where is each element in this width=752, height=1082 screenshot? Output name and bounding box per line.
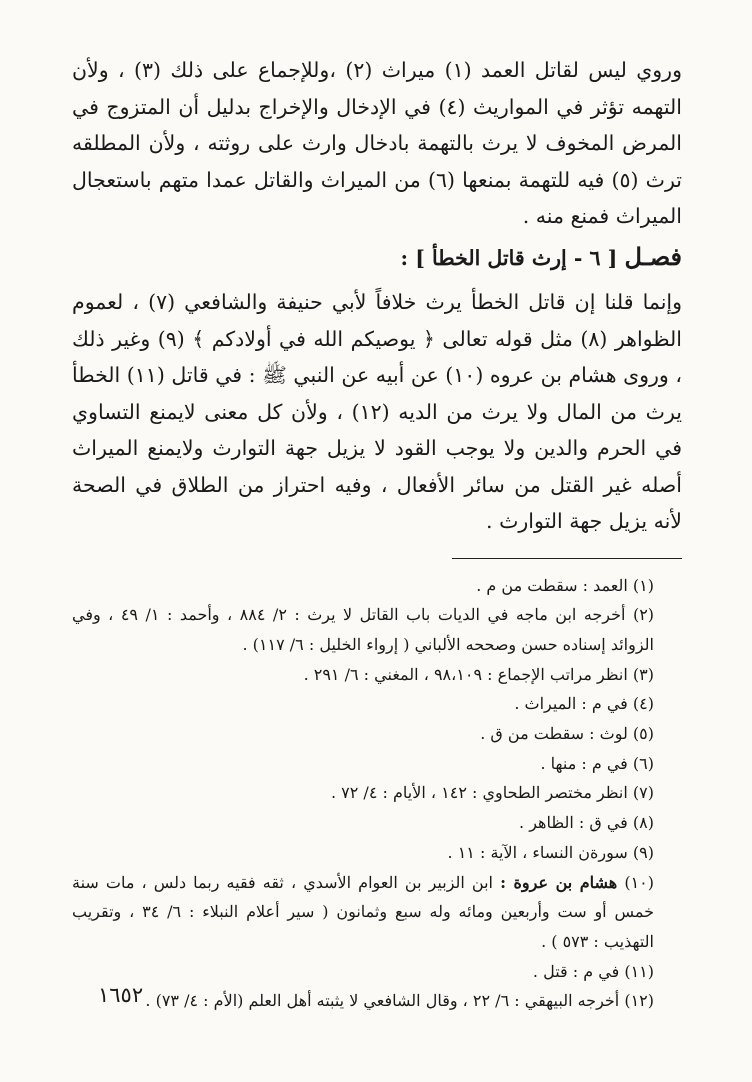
page-number: ١٦٥٢ (98, 983, 144, 1007)
footnote-3: (٣) انظر مراتب الإجماع : ٩٨،١٠٩ ، المغني : ٦/ ٢٩١ . (303, 664, 654, 684)
footnote-8: (٨) في ق : الظاهر . (519, 813, 654, 833)
main-text (72, 52, 682, 540)
footnote-10-name: هشام بن عروة : (500, 872, 618, 892)
paragraph-inheritance-of-intentional-killer: وروي ليس لقاتل العمد (١) ميراث (٢) ،وللإجماع على ذلك (٣) ، ولأن التهمه تؤثر في المواريث (٤) في الإدخال والإخراج بدليل أن المتزوج في المرض المخوف لا يرث بالتهمة بادخال وارث على روثته ، ولأن المطلقه ترث (٥) فيه للتهمة بمنعها (٦) من الميراث والقاتل عمدا متهم باستعجال الميراث فمنع منه . (72, 58, 682, 228)
footnote-7: (٧) انظر مختصر الطحاوي : ١٤٢ ، الأيام : ٤/ ٧٢ . (330, 783, 654, 803)
footnote-11: (١١) في م : قتل . (532, 961, 654, 981)
footnotes (72, 571, 682, 1017)
footnote-divider (452, 558, 682, 559)
section-heading (72, 235, 682, 285)
footnote-divider-wrap (72, 540, 682, 571)
footnote-10 (72, 868, 682, 957)
footnote-5: (٥) لوث : سقطت من ق . (480, 724, 654, 744)
footnote-9: (٩) سورةن النساء ، الآية : ١١ . (447, 842, 654, 862)
section-heading-word: فصـل (624, 241, 682, 271)
paragraph-accidental-killer: وإنما قلنا إن قاتل الخطأ يرث خلافاً لأبي حنيفة والشافعي (٧) ، لعموم الظواهر (٨) مثل قوله تعالى ﴿ يوصيكم الله في أولادكم ﴾ (٩) وغير ذلك ، وروى هشام بن عروه (١٠) عن أبيه عن النبي ﷺ : في قاتل (١١) الخطأ يرث من المال ولا يرث من الديه (١٢) ، ولأن كل معنى لايمنع التساوي في الحرم والدين ولا يوجب القود لا يزيل جهة التوارث ولايمنع الميراث أصله غير القتل من سائر الأفعال ، وفيه احتراز من الطلاق في الصحة لأنه يزيل جهة التوارث . (72, 290, 683, 533)
footnote-10-number: (١٠) (617, 872, 654, 892)
footnote-2: (٢) أخرجه ابن ماجه في الديات باب القاتل لا يرث : ٢/ ٨٨٤ ، وأحمد : ١/ ٤٩ ، وفي الزوائد إسناده حسن وصححه الألباني ( إرواء الخليل : ٦/ ١١٧) . (72, 605, 655, 654)
footnote-1: (١) العمد : سقطت من م . (476, 575, 654, 595)
footnote-6: (٦) في م : منها . (540, 753, 654, 773)
footnote-4: (٤) في م : الميراث . (514, 694, 654, 714)
footnote-12: (١٢) أخرجه البيهقي : ٦/ ٢٢ ، وقال الشافعي لا يثبته أهل العلم (الأم : ٤/ ٧٣) . (145, 991, 654, 1011)
footnote-10-text: ابن الزبير بن العوام الأسدي ، ثقه فقيه ربما دلس ، مات سنة خمس أو ست وأربعين ومائه وله سبع وثمانون ( سير أعلام النبلاء : ٦/ ٣٤ ، وتقريب التهذيب : ٥٧٣ ) . (72, 872, 654, 951)
section-heading-title: [ ٦ - إرث قاتل الخطأ ] : (400, 245, 625, 270)
